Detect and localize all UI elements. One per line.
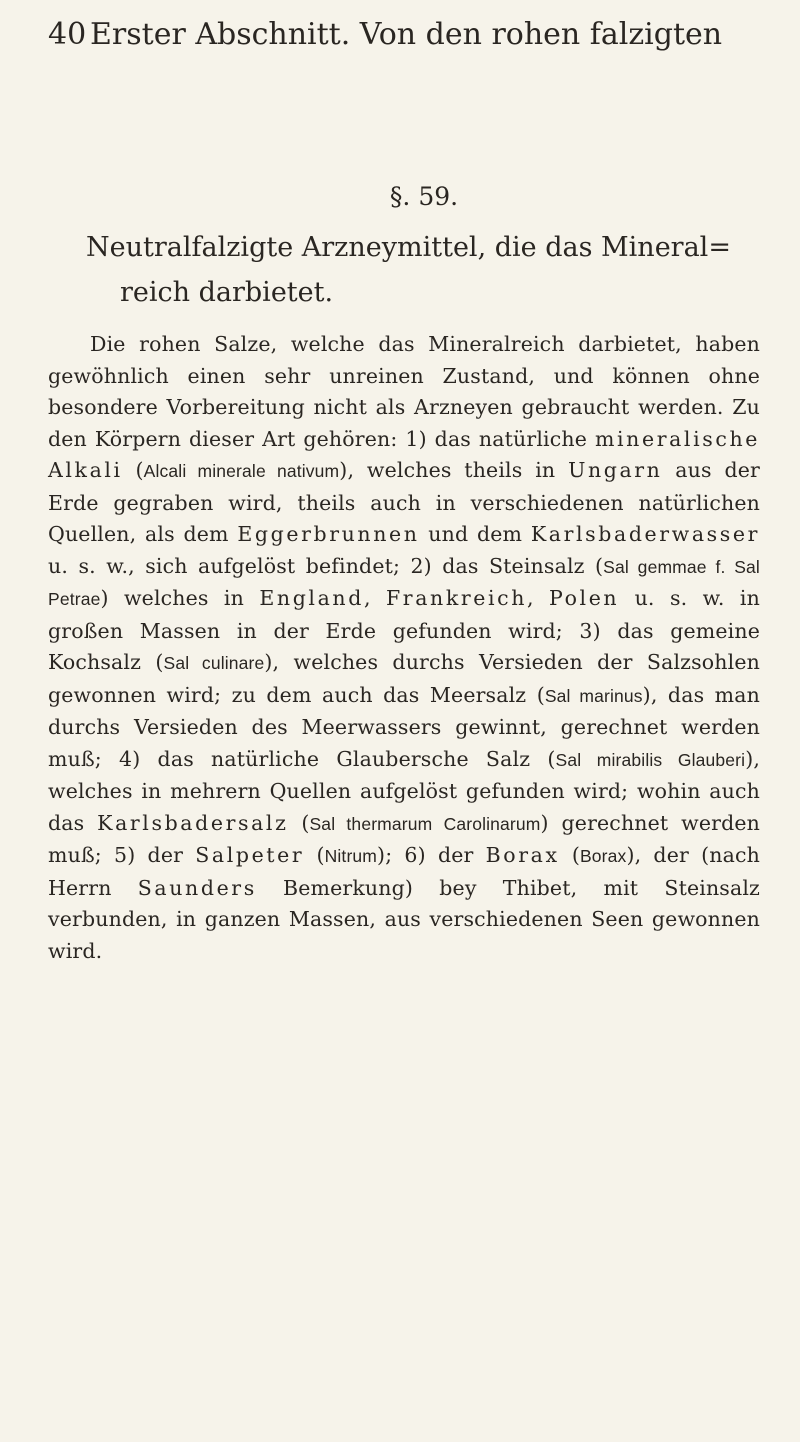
emphasis-term: Ungarn <box>568 458 663 482</box>
text-segment: u. s. w. in großen Massen in der Erde gefunden wird; 3) das gemeine Kochsalz ( <box>48 586 760 674</box>
emphasis-term: Saunders <box>137 875 257 900</box>
text-segment: ), welches durchs Versieden der Salzsohlen gewonnen wird; zu dem auch das Meersalz ( <box>48 650 760 707</box>
section-heading <box>86 225 758 315</box>
text-segment: ) gerechnet werden muß; 5) der <box>48 810 760 867</box>
emphasis-term: Frankreich <box>385 586 528 610</box>
latin-term: Sal thermarum Carolinarum <box>309 813 541 834</box>
text-segment: ), welches theils in <box>339 458 569 482</box>
text-segment: und dem <box>419 522 531 546</box>
latin-term: Borax <box>579 846 627 866</box>
text-segment: , <box>527 586 550 610</box>
text-segment: ), welches in mehrern Quellen aufgelöst gefunden wird; wohin auch das <box>48 746 761 835</box>
emphasis-term: Karlsbadersalz <box>97 810 289 835</box>
body-paragraph <box>48 329 760 967</box>
text-segment: u. s. w., sich aufgelöst befindet; 2) das Steinsalz ( <box>48 553 604 578</box>
emphasis-term: Karlsbaderwasser <box>530 522 761 546</box>
running-head <box>48 10 760 60</box>
section-heading-line-2: reich darbietet. <box>120 277 334 308</box>
latin-term: Nitrum <box>324 846 378 866</box>
text-segment: aus der Erde gegraben wird, theils auch in verschiedenen natürlichen Quellen, als dem <box>48 458 760 546</box>
text-segment: , <box>363 586 386 610</box>
emphasis-term: Borax <box>485 843 560 867</box>
text-segment: ( <box>559 843 580 867</box>
text-segment: ) welches in <box>100 586 260 610</box>
latin-term: Sal mirabilis Glauberi <box>555 749 746 770</box>
text-segment: ( <box>304 843 325 867</box>
text-segment: Die rohen Salze, welche das Mineralreich darbietet, haben gewöhnlich einen sehr unreinen Zustand, und können ohne besondere Vorbereitung nicht als Arzneyen gebraucht werden. Zu den Körpern dieser Art gehören: 1) das natürliche <box>48 332 760 451</box>
text-segment: ); 6) der <box>377 843 486 867</box>
text-segment: ( <box>288 810 310 835</box>
latin-term: Alcali minerale nativum <box>143 461 340 481</box>
section-heading-line-1: Neutralfalzigte Arzneymittel, die das Mineral= <box>86 232 731 263</box>
text-segment: ( <box>122 458 144 482</box>
emphasis-term: England <box>259 586 364 610</box>
running-head-title: Erster Abschnitt. Von den rohen falzigten <box>90 17 723 52</box>
text-segment: Bemerkung) bey Thibet, mit Steinsalz verbunden, in ganzen Massen, aus verschiedenen Seen gewonnen wird. <box>48 875 760 963</box>
latin-term: Sal culinare <box>163 653 265 673</box>
emphasis-term: Eggerbrunnen <box>237 522 420 546</box>
page-number: 40 <box>48 17 87 52</box>
text-segment: ), das man durchs Versieden des Meerwassers gewinnt, gerechnet werden muß; 4) das natürliche Glaubersche Salz ( <box>48 682 761 771</box>
emphasis-term: Salpeter <box>195 843 305 867</box>
latin-term: Sal gemmae f. Sal Petrae <box>48 556 760 609</box>
latin-term: Sal marinus <box>544 685 643 706</box>
section-number: §. 59. <box>389 182 459 211</box>
emphasis-term: Polen <box>549 586 620 610</box>
emphasis-term: mineralische Alkali <box>48 426 760 482</box>
text-segment: ), der (nach Herrn <box>48 843 760 900</box>
